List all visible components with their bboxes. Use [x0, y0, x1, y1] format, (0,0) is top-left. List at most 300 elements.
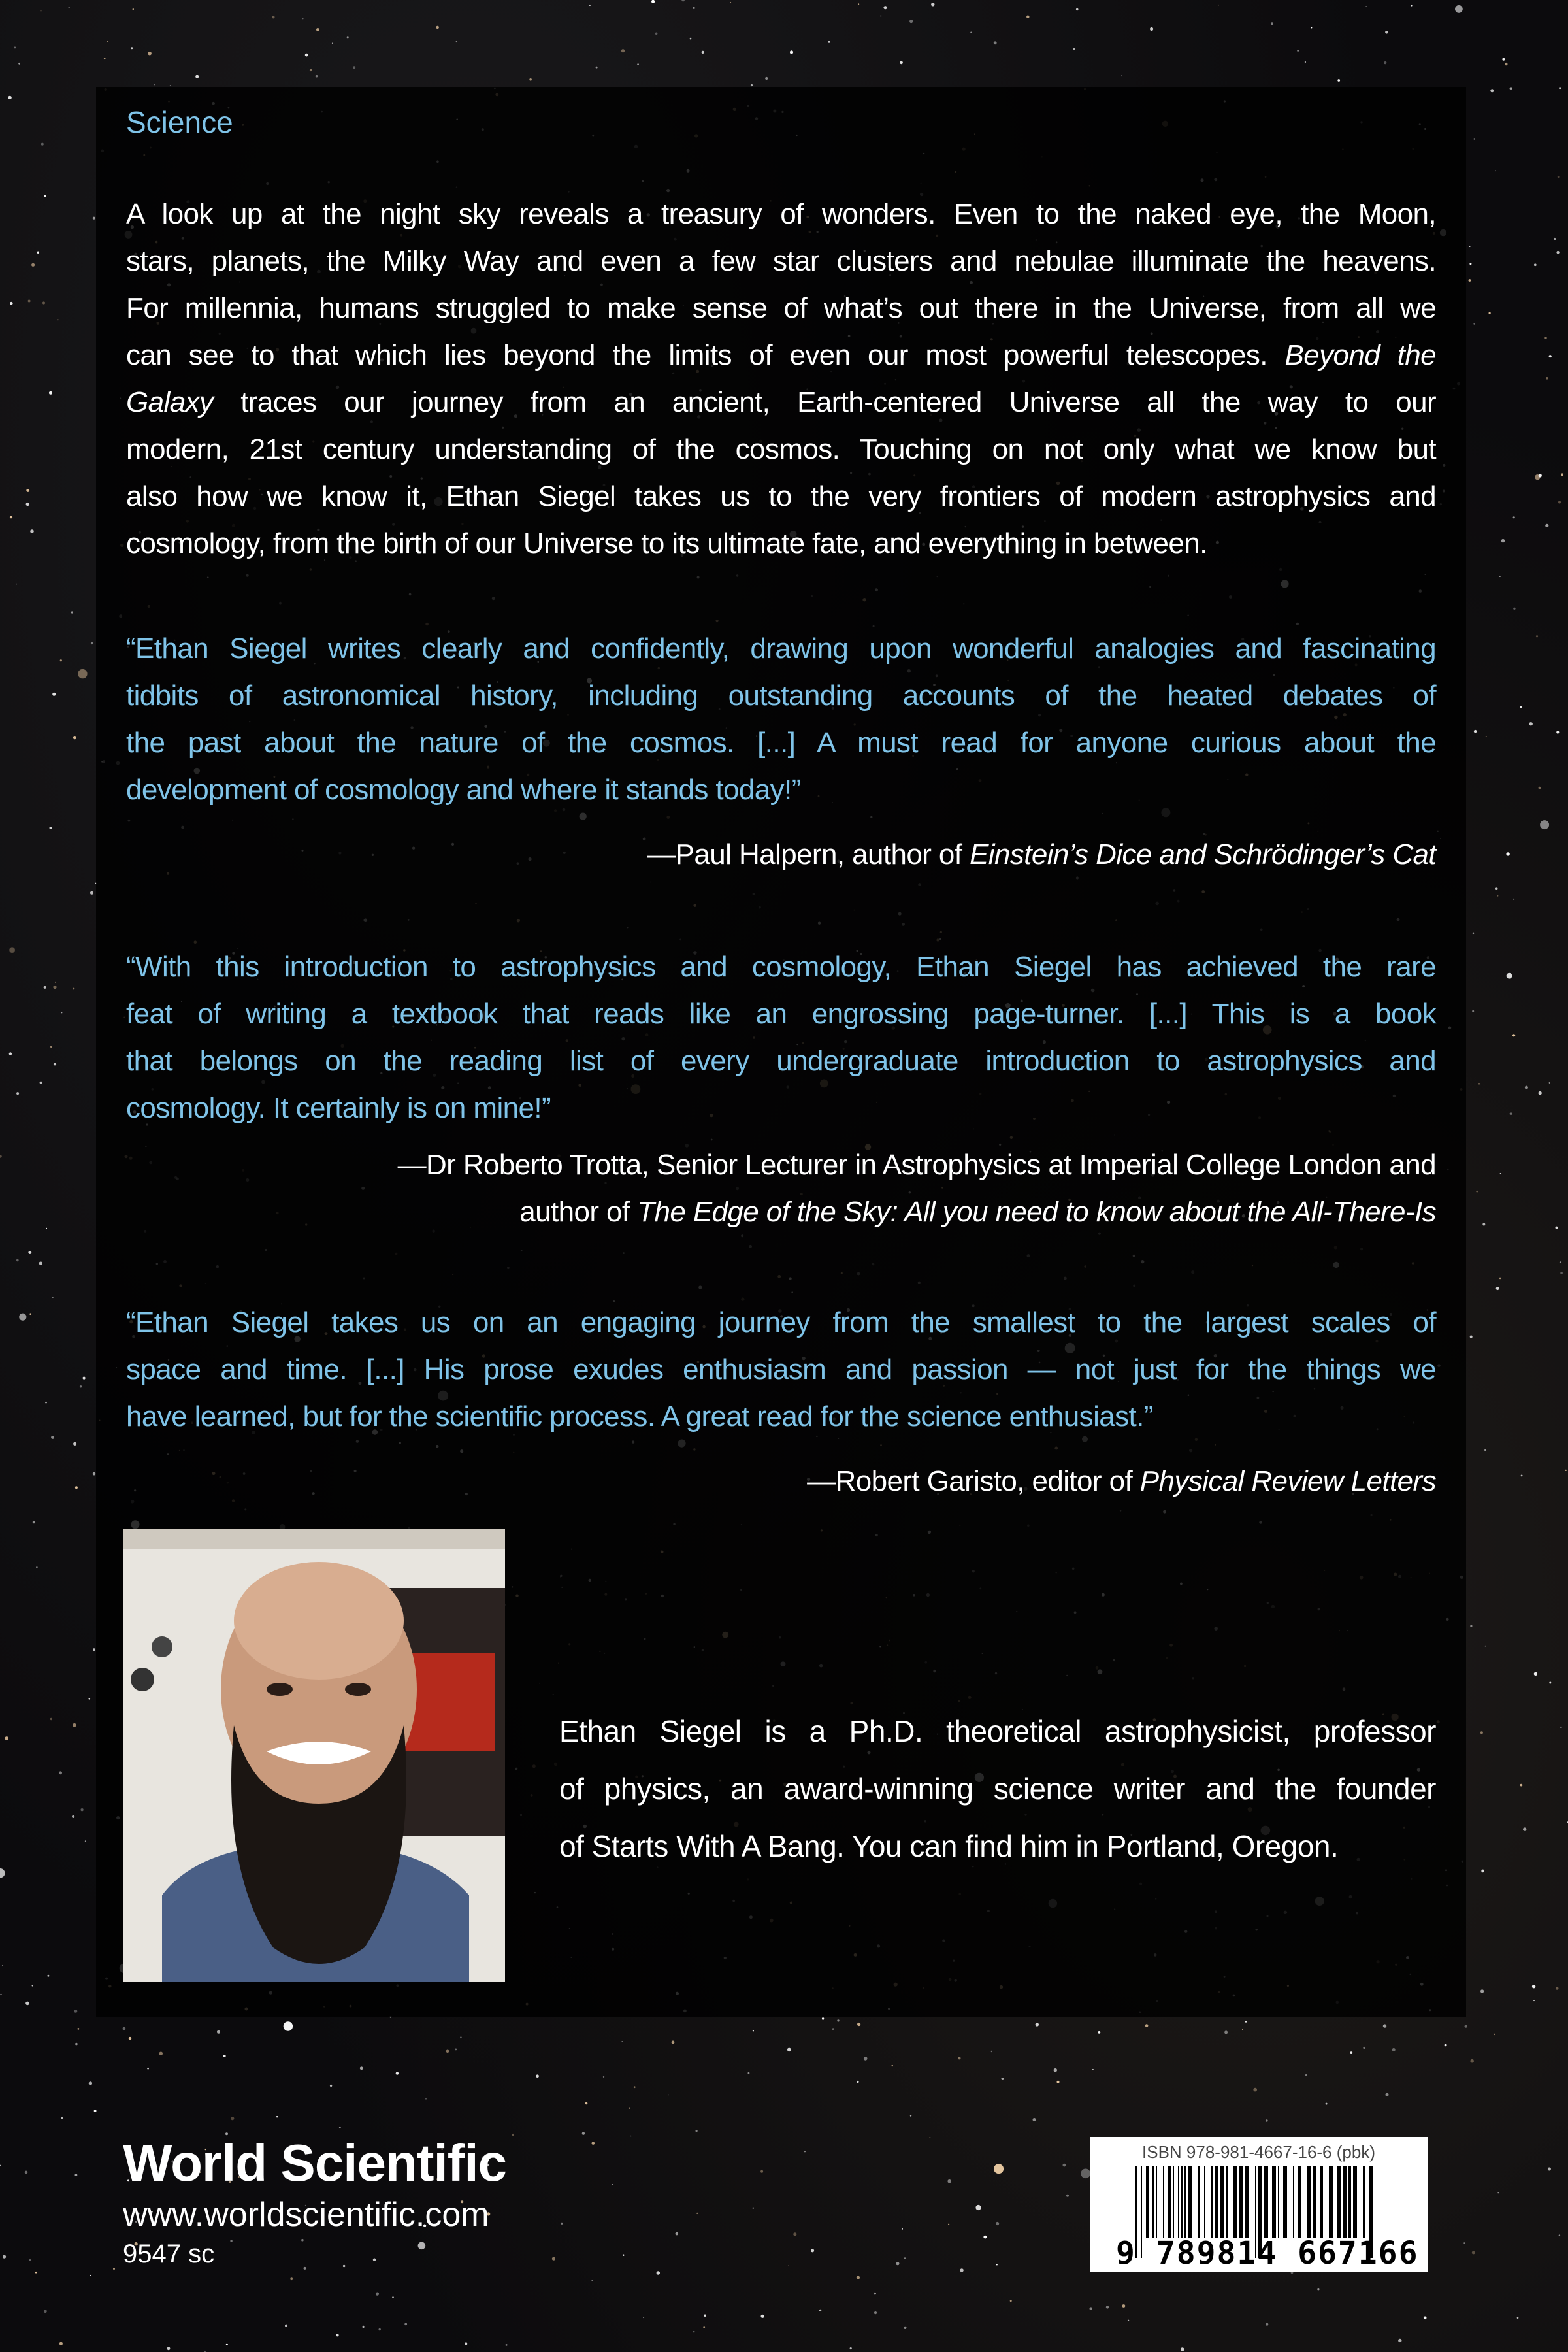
star — [676, 2232, 679, 2236]
star — [819, 2310, 821, 2311]
star — [16, 584, 17, 585]
star — [1271, 22, 1273, 25]
star — [75, 1486, 78, 1489]
star — [40, 1082, 42, 1084]
star — [1469, 246, 1471, 247]
star — [1472, 1010, 1474, 1012]
star — [994, 41, 997, 44]
star — [637, 63, 639, 65]
star — [9, 1052, 12, 1055]
star — [131, 47, 133, 49]
star — [276, 2116, 278, 2117]
star — [50, 1046, 52, 1048]
star — [975, 2205, 981, 2210]
barcode-bar — [1298, 2166, 1301, 2238]
star — [1499, 1278, 1501, 1280]
star — [55, 982, 56, 983]
star — [83, 1377, 86, 1380]
star — [1536, 635, 1538, 637]
star — [1150, 27, 1153, 31]
barcode-bar — [1363, 2166, 1365, 2238]
star — [404, 2323, 407, 2326]
star — [46, 1228, 47, 1229]
barcode-bar — [1233, 2166, 1237, 2238]
star — [1549, 1682, 1551, 1684]
star — [316, 28, 319, 31]
star — [822, 2017, 824, 2019]
star — [900, 61, 903, 65]
barcode-bar — [1293, 2166, 1294, 2238]
star — [1002, 2078, 1004, 2080]
star — [1501, 539, 1505, 542]
star — [1478, 1083, 1480, 1084]
star — [90, 2275, 91, 2276]
star — [1521, 1475, 1523, 1477]
star — [35, 2272, 37, 2274]
barcode-bar — [1329, 2166, 1333, 2238]
star — [930, 2137, 931, 2138]
star — [5, 1736, 8, 1740]
text-line — [126, 991, 1436, 1038]
text-segment: “Ethan Siegel writes clearly and confidently, drawing upon wonderful analogies and fascinating — [126, 633, 1436, 665]
star — [983, 2236, 987, 2239]
star — [25, 2171, 28, 2174]
star — [339, 2127, 341, 2128]
star — [1495, 170, 1496, 171]
star — [362, 2326, 364, 2328]
text-line — [126, 1299, 1436, 1346]
star — [703, 2326, 705, 2328]
star — [828, 41, 830, 43]
star — [681, 0, 685, 1]
star — [612, 2184, 613, 2185]
barcode-bar — [1283, 2166, 1287, 2238]
star — [1474, 138, 1475, 139]
star — [1128, 2320, 1129, 2321]
star — [1181, 2347, 1184, 2351]
star — [50, 1718, 52, 1720]
star — [790, 50, 793, 54]
star — [72, 1815, 74, 1818]
star — [45, 1402, 47, 1404]
star — [1546, 377, 1548, 380]
star — [1549, 1082, 1550, 1084]
star — [702, 51, 704, 54]
category-label: Science — [126, 105, 233, 139]
author-bio — [559, 1702, 1436, 1875]
star — [1121, 76, 1122, 77]
barcode-bar — [1343, 2166, 1347, 2238]
star — [284, 2021, 293, 2030]
star — [170, 85, 171, 86]
star — [9, 947, 15, 953]
star — [465, 2342, 467, 2345]
star — [113, 2268, 115, 2270]
star — [44, 2310, 47, 2313]
star — [272, 16, 274, 18]
star — [104, 58, 106, 60]
star — [1245, 2021, 1247, 2023]
star — [93, 1472, 96, 1476]
italic-title: Einstein’s Dice and Schrödinger’s Cat — [970, 838, 1436, 870]
star — [589, 5, 591, 6]
text-line — [559, 1760, 1436, 1817]
italic-title: Beyond the — [1284, 339, 1436, 371]
star — [1554, 238, 1556, 240]
star — [931, 3, 934, 6]
star — [1525, 1086, 1528, 1089]
star — [657, 2271, 660, 2274]
star — [32, 1985, 33, 1986]
star — [1533, 2000, 1535, 2001]
barcode-bar — [1220, 2166, 1224, 2238]
star — [896, 2262, 900, 2265]
star — [787, 2048, 791, 2052]
star — [28, 300, 31, 303]
star — [0, 1868, 5, 1878]
quote-2 — [126, 944, 1436, 1132]
star — [765, 77, 768, 80]
quote-1-attribution — [126, 831, 1436, 878]
star — [89, 1698, 91, 1700]
text-line — [559, 1702, 1436, 1760]
star — [1529, 722, 1533, 725]
star — [285, 2325, 287, 2327]
star — [80, 1385, 82, 1387]
star — [788, 2265, 789, 2266]
star — [73, 1723, 76, 1727]
barcode-bar — [1320, 2166, 1323, 2238]
star — [31, 263, 35, 267]
star — [1548, 2168, 1551, 2171]
star — [582, 2132, 585, 2135]
text-segment: Ethan Siegel is a Ph.D. theoretical astrophysicist, professor — [559, 1714, 1436, 1748]
barcode-bar — [1264, 2166, 1268, 2238]
star — [167, 2347, 171, 2350]
star — [59, 2342, 63, 2345]
star — [379, 2328, 381, 2330]
star — [1470, 2059, 1474, 2063]
star — [1463, 2242, 1465, 2244]
star — [1532, 1985, 1535, 1988]
star — [16, 1092, 19, 1095]
star — [90, 891, 93, 895]
author-photo — [123, 1529, 505, 1982]
text-segment: that belongs on the reading list of every undergraduate introduction to astrophysics and — [126, 1045, 1436, 1077]
star — [1081, 2169, 1090, 2179]
publisher-logo-text: World Scientific — [123, 2134, 507, 2192]
isbn-text: ISBN 978-981-4667-16-6 (pbk) — [1142, 2142, 1375, 2162]
star — [41, 143, 44, 146]
star — [57, 319, 59, 320]
text-segment: modern, 21st century understanding of the cosmos. Touching on not only what we know but — [126, 433, 1436, 465]
star — [93, 1648, 95, 1651]
star — [804, 2151, 806, 2152]
star — [29, 2259, 31, 2261]
star — [147, 2068, 149, 2070]
barcode-bar — [1152, 2166, 1154, 2238]
star — [74, 2010, 78, 2013]
star — [302, 18, 304, 20]
star — [217, 2030, 220, 2034]
text-segment: cosmology, from the birth of our Universe to its ultimate fate, and everything in between. — [126, 527, 1207, 559]
text-line — [126, 1346, 1436, 1393]
barcode-bar — [1313, 2166, 1316, 2238]
star — [376, 2293, 379, 2296]
star — [436, 26, 439, 29]
star — [73, 736, 76, 739]
star — [596, 67, 598, 69]
barcode-bar — [1278, 2166, 1279, 2238]
star — [1469, 279, 1471, 282]
star — [91, 642, 93, 645]
star — [1520, 1784, 1523, 1787]
star — [1502, 58, 1505, 61]
star — [651, 0, 655, 3]
star — [1066, 2195, 1069, 2197]
star — [585, 2102, 588, 2105]
star — [1513, 899, 1514, 900]
star — [902, 2228, 903, 2230]
star — [2, 1965, 3, 1966]
text-line — [126, 1038, 1436, 1085]
star — [629, 2107, 630, 2109]
text-segment: space and time. [...] His prose exudes enthusiasm and passion — not just for the things we — [126, 1353, 1436, 1385]
star — [1494, 2034, 1495, 2035]
star — [10, 302, 12, 305]
text-segment: can see to that which lies beyond the limits of even our most powerful telescopes. — [126, 339, 1285, 371]
star — [392, 2296, 394, 2298]
star — [1384, 61, 1386, 64]
star — [316, 75, 318, 78]
star — [1512, 1034, 1515, 1036]
star — [837, 2019, 839, 2021]
star — [623, 2255, 624, 2256]
star — [75, 2174, 78, 2176]
star — [1534, 263, 1537, 266]
text-line — [126, 285, 1436, 332]
text-line — [126, 191, 1436, 238]
star — [73, 988, 75, 990]
star — [512, 2134, 514, 2136]
barcode-bar — [1163, 2166, 1164, 2238]
star — [1057, 2081, 1060, 2083]
star — [603, 2076, 604, 2078]
star — [1539, 787, 1541, 789]
star — [446, 2050, 449, 2053]
star — [1556, 1987, 1558, 1989]
star — [226, 2344, 228, 2345]
star — [78, 669, 87, 678]
star — [360, 2066, 363, 2070]
star — [506, 2344, 508, 2346]
star — [1305, 2074, 1307, 2076]
star — [28, 1251, 31, 1254]
star — [1506, 852, 1509, 855]
text-segment: traces our journey from an ancient, Earth-centered Universe all the way to our — [213, 386, 1436, 418]
star — [290, 2277, 293, 2280]
star — [1472, 2251, 1475, 2255]
star — [36, 1566, 37, 1568]
star — [1291, 2272, 1294, 2274]
star — [1556, 251, 1559, 254]
star — [1253, 2088, 1257, 2092]
star — [1470, 1336, 1473, 1338]
star — [1549, 355, 1552, 357]
star — [1365, 6, 1367, 7]
star — [231, 2117, 234, 2120]
text-segment: A look up at the night sky reveals a treasury of wonders. Even to the naked eye, the Moon, — [126, 198, 1436, 230]
star — [857, 2081, 858, 2083]
barcode-bar — [1168, 2166, 1171, 2238]
star — [704, 2315, 706, 2317]
star — [1317, 2288, 1319, 2290]
star — [52, 1297, 54, 1298]
barcode-bar — [1307, 2166, 1311, 2238]
text-segment: of Starts With A Bang. You can find him in Portland, Oregon. — [559, 1829, 1339, 1863]
star — [1520, 706, 1522, 708]
star — [730, 2, 731, 3]
star — [33, 1521, 35, 1523]
star — [123, 2027, 126, 2030]
star — [1560, 1261, 1561, 1263]
star — [1517, 2317, 1519, 2319]
star — [1480, 1731, 1483, 1734]
star — [832, 2028, 834, 2030]
star — [1558, 176, 1560, 178]
star — [1054, 2068, 1057, 2072]
star — [1145, 2024, 1149, 2027]
text-line — [126, 1393, 1436, 1440]
star — [811, 2249, 814, 2252]
star — [1484, 1449, 1486, 1451]
star — [1224, 2030, 1228, 2034]
star — [1470, 1625, 1472, 1627]
star — [0, 1155, 2, 1157]
text-line — [126, 520, 1436, 567]
isbn-barcode — [1090, 2137, 1428, 2272]
star — [1036, 2023, 1039, 2026]
barcode-digits: 9 789814 667166 — [1116, 2235, 1419, 2272]
text-segment: feat of writing a textbook that reads like an engrossing page-turner. [...] This is a book — [126, 998, 1436, 1030]
text-segment: development of cosmology and where it stands today!” — [126, 774, 801, 806]
star — [78, 2028, 80, 2030]
text-line — [126, 473, 1436, 520]
star — [1383, 2024, 1386, 2027]
star — [1455, 5, 1463, 13]
barcode-bar — [1198, 2166, 1200, 2238]
star — [892, 2065, 893, 2066]
star — [1560, 1272, 1563, 1274]
star — [1474, 730, 1477, 733]
publisher-block — [123, 2132, 506, 2273]
barcode-bar — [1353, 2166, 1357, 2238]
star — [19, 1314, 26, 1321]
barcode-bar — [1215, 2166, 1218, 2238]
quote-3-attribution — [126, 1458, 1436, 1505]
star — [455, 2049, 457, 2051]
star — [561, 2223, 563, 2225]
star — [904, 2257, 906, 2259]
barcode-bar — [1146, 2166, 1149, 2238]
star — [1385, 31, 1388, 34]
star — [1539, 474, 1542, 477]
star — [50, 827, 52, 829]
star — [1337, 79, 1340, 82]
star — [1513, 516, 1515, 518]
star — [1476, 1191, 1478, 1193]
italic-title: The Edge of the Sky: All you need to know about the All-There-Is — [637, 1196, 1436, 1228]
star — [75, 2043, 78, 2046]
star — [1556, 1227, 1558, 1229]
barcode-bar — [1226, 2166, 1228, 2238]
star — [991, 2051, 992, 2052]
star — [347, 36, 349, 38]
star — [18, 63, 20, 65]
star — [1558, 501, 1561, 504]
text-line — [126, 332, 1436, 379]
star — [60, 659, 62, 661]
text-segment: “Ethan Siegel takes us on an engaging journey from the smallest to the largest scales of — [126, 1306, 1436, 1338]
star — [1561, 473, 1563, 476]
star — [874, 2293, 876, 2295]
barcode-bar — [1204, 2166, 1205, 2238]
star — [1497, 2192, 1499, 2193]
star — [1242, 2029, 1243, 2030]
barcode-bar — [1211, 2166, 1213, 2238]
text-line — [126, 1085, 1436, 1132]
star — [696, 2130, 698, 2132]
star — [1486, 736, 1487, 737]
star — [25, 2002, 29, 2006]
star — [1465, 2025, 1467, 2028]
star — [1507, 973, 1512, 979]
star — [1385, 2093, 1388, 2096]
star — [1122, 2304, 1126, 2308]
star — [89, 2081, 92, 2085]
star — [1218, 5, 1219, 6]
star — [73, 1442, 76, 1446]
publisher-url[interactable]: www.worldscientific.com — [123, 2196, 489, 2234]
barcode-bar — [1156, 2166, 1157, 2238]
star — [591, 2280, 593, 2281]
star — [1499, 576, 1501, 577]
quote-2-attribution — [126, 1142, 1436, 1236]
text-line — [126, 379, 1436, 426]
star — [47, 1975, 49, 1977]
star — [154, 84, 155, 85]
star — [753, 2030, 754, 2031]
star — [643, 2317, 644, 2319]
italic-title: Physical Review Letters — [1139, 1465, 1436, 1497]
text-line — [126, 720, 1436, 767]
star — [40, 10, 41, 11]
star — [1556, 731, 1559, 733]
star — [1073, 48, 1075, 50]
star — [857, 2023, 860, 2026]
star — [874, 2311, 877, 2314]
text-segment: also how we know it, Ethan Siegel takes us to the very frontiers of modern astrophysics and — [126, 480, 1436, 512]
barcode-bar — [1184, 2166, 1186, 2238]
star — [10, 516, 12, 518]
star — [864, 2057, 868, 2061]
star — [1010, 2300, 1012, 2302]
star — [1510, 1112, 1512, 1115]
italic-title: Galaxy — [126, 386, 214, 418]
star — [26, 503, 29, 506]
description — [126, 191, 1436, 567]
barcode-bar — [1348, 2166, 1351, 2238]
